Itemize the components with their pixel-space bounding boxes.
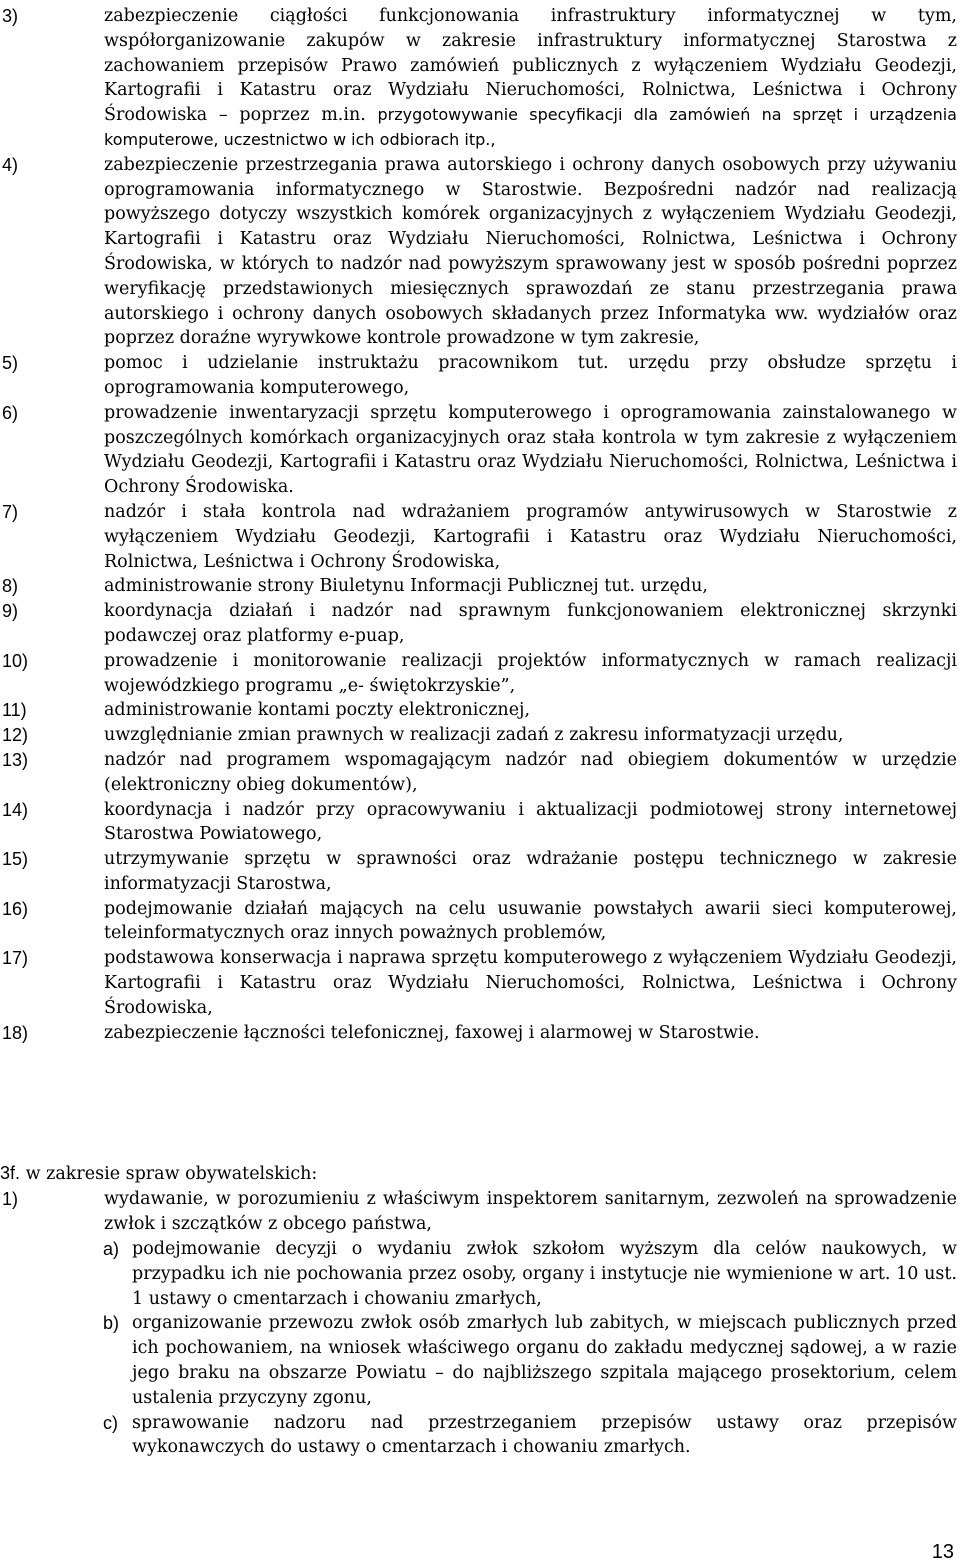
list-item [0,401,957,500]
list-item [0,1187,957,1237]
list-item [0,847,957,897]
sub-item [0,1237,957,1311]
item-number: 14) [2,799,29,820]
list-item [0,1021,957,1046]
item-text: nadzór nad programem wspomagającym nadzór nad obiegiem dokumentów w urzędzie (elektroniczny obieg dokumentów), [104,749,957,795]
item-text: podstawowa konserwacja i naprawa sprzętu komputerowego z wyłączeniem Wydziału Geodezji, Kartografii i Katastru oraz Wydziału Nieruchomości, Rolnictwa, Leśnictwa i Ochrony Środowiska, [104,948,957,1018]
list-item [0,748,957,798]
item-number: 12) [2,725,29,746]
sub-item-letter: c) [103,1412,118,1433]
item-number: 1) [2,1189,19,1209]
sub-item-letter: b) [103,1313,120,1334]
list-item [0,649,957,699]
item-text: podejmowanie działań mających na celu usuwanie powstałych awarii sieci komputerowej, teleinformatycznych oraz innych poważnych problemów, [104,898,957,944]
item-text: administrowanie kontami poczty elektronicznej, [104,700,531,721]
item-text: koordynacja działań i nadzór nad sprawnym funkcjonowaniem elektronicznej skrzynki podawczej oraz platformy e-puap, [104,601,957,646]
item-text: nadzór i stała kontrola nad wdrażaniem programów antywirusowych w Starostwie z wyłączeniem Wydziału Geodezji, Kartografii i Katastru oraz Wydziału Nieruchomości, Rolnictwa, Leśnictwa i Ochrony Środowiska, [104,501,957,572]
item-number: 5) [2,353,19,374]
item-text: administrowanie strony Biuletynu Informacji Publicznej tut. urzędu, [104,576,708,597]
list-item [0,798,957,848]
section-number: 3f. [0,1163,21,1183]
sub-item [0,1411,957,1461]
page-number: 13 [931,1541,954,1563]
item-text: pomoc i udzielanie instruktażu pracownikom tut. urzędu przy obsłudze sprzętu i oprogramowania komputerowego, [104,353,957,398]
sub-item-letter: a) [103,1239,120,1259]
item-number: 18) [2,1022,29,1043]
item-text: wydawanie, w porozumieniu z właściwym inspektorem sanitarnym, zezwoleń na sprowadzenie zwłok i szczątków z obcego państwa, [104,1189,957,1234]
list-item [0,351,957,401]
sub-item [0,1311,957,1410]
list-item [0,897,957,947]
item-text: prowadzenie inwentaryzacji sprzętu komputerowego i oprogramowania zainstalowanego w poszczególnych komórkach organizacyjnych oraz stała kontrola w tym zakresie z wyłączeniem Wydziału Geodezji, Kartografii i Katastru oraz Wydziału Nieruchomości, Rolnictwa, Leśnictwa i Ochrony Środowiska. [104,402,957,498]
sub-item-text: organizowanie przewozu zwłok osób zmarłych lub zabitych, w miejscach publicznych przed ich pochowaniem, na wniosek właściwego organu do zakładu medycznej sądowej, a w razie jego braku na obszarze Powiatu – do najbliższego szpitala mającego prosektorium, celem ustalenia przyczyny zgonu, [132,1313,957,1408]
sub-list [0,1237,957,1460]
item-number: 10) [2,650,29,671]
item-text: prowadzenie i monitorowanie realizacji projektów informatycznych w ramach realizacji wojewódzkiego programu „e- świętokrzyskie”, [104,650,957,696]
list-item [0,698,957,723]
list-item [0,574,957,599]
item-text: utrzymywanie sprzętu w sprawności oraz wdrażanie postępu technicznego w zakresie informatyzacji Starostwa, [104,849,957,894]
sub-item-text: sprawowanie nadzoru nad przestrzeganiem przepisów ustawy oraz przepisów wykonawczych do ustawy o cmentarzach i chowaniu zmarłych. [132,1412,957,1458]
item-number: 9) [2,601,19,622]
list-item [0,599,957,649]
item-number: 15) [2,849,29,870]
list-item [0,4,957,153]
section-list [0,1187,957,1237]
task-list [0,4,957,1045]
item-number: 3) [2,6,19,26]
item-number: 4) [2,154,19,175]
item-number: 13) [2,749,29,770]
item-text: uwzględnianie zmian prawnych w realizacji zadań z zakresu informatyzacji urzędu, [104,725,844,746]
item-number: 17) [2,948,29,969]
item-number: 6) [2,402,19,423]
sub-item-text: podejmowanie decyzji o wydaniu zwłok szkołom wyższym dla celów naukowych, w przypadku ich nie pochowania przez osoby, organy i instytucje nie wymienione w art. 10 ust. 1 ustawy o cmentarzach i chowaniu zmarłych, [132,1239,957,1309]
item-number: 11) [2,700,27,721]
item-number: 7) [2,501,19,522]
item-text: zabezpieczenie przestrzegania prawa autorskiego i ochrony danych osobowych przy używaniu oprogramowania informatycznego w Starostwie. Bezpośredni nadzór nad realizacją powyższego dotyczy wszystkich komórek organizacyjnych z wyłączeniem Wydziału Geodezji, Kartografii i Katastru oraz Wydziału Nieruchomości, Rolnictwa, Leśnictwa i Ochrony Środowiska, w których to nadzór nad powyższym sprawowany jest w sposób pośredni poprzez weryfikację przedstawionych miesięcznych sprawozdań ze stanu przestrzegania prawa autorskiego i ochrony danych osobowych składanych przez Informatyka ww. wydziałów oraz poprzez doraźne wyrywkowe kontrole prowadzone w tym zakresie, [104,154,957,349]
item-number: 16) [2,898,29,919]
section-title: w zakresie spraw obywatelskich: [25,1164,318,1184]
list-item [0,153,957,351]
list-item [0,946,957,1020]
list-item [0,723,957,748]
item-text: zabezpieczenie ciągłości funkcjonowania infrastruktury informatycznej w tym, współorganizowanie zakupów w zakresie infrastruktury informatycznej Starostwa z zachowaniem przepisów Prawo zamówień publicznych z wyłączeniem Wydziału Geodezji, Kartografii i Katastru oraz Wydziału Nieruchomości, Rolnictwa, Leśnictwa i Ochrony Środowiska – poprzez m.in. przygotowywanie specyfikacji dla zamówień na sprzęt i urządzenia komputerowe, uczestnictwo w ich odbiorach itp., [104,6,957,149]
item-text: zabezpieczenie łączności telefonicznej, faxowej i alarmowej w Starostwie. [104,1022,760,1043]
item-number: 8) [2,576,19,597]
list-item [0,500,957,574]
section-heading [0,1161,317,1187]
item-text-continued: przygotowywanie specyfikacji dla zamówień na sprzęt i urządzenia komputerowe, uczestnictwo w ich odbiorach itp., [104,105,957,149]
item-text: koordynacja i nadzór przy opracowywaniu i aktualizacji podmiotowej strony internetowej Starostwa Powiatowego, [104,799,957,845]
